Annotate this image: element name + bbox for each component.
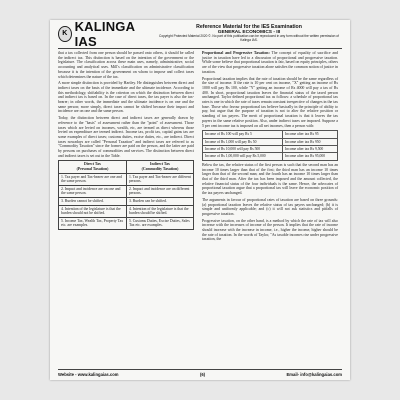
section-heading: Proportional and Progressive Taxation:: [202, 51, 270, 55]
header-info: [156, 24, 342, 43]
table-cell: 1. Tax payer and Tax-bearer are different persons.: [126, 173, 193, 185]
proportional-tax-table: [202, 130, 338, 161]
table-cell: Income after tax Rs 950: [283, 138, 338, 145]
table-cell: Income after tax Rs 9,500: [283, 146, 338, 153]
table-cell: 5. Customs Duties, Excise Duties, Sales Tax etc. are examples.: [126, 217, 193, 229]
paragraph: The arguments in favour of proportional rates of taxation are based on three grounds: (a) proportional taxation leaves the relative status of tax payers unchanged; (b) it is simple and uniformly applicable; and (c) it will not ask statistics and pitfalls of progressive taxation.: [202, 197, 338, 216]
table-header-indirect: Indirect Tax (Commodity Taxation): [126, 161, 193, 173]
paragraph: Proportional taxation implies that the rate of taxation should be the same regardless of the size of income. If the rate is 10 per cent on income, "X" getting an income of Rs 1000 will pay Rs 100, while "Y" getting an income of Rs 4000 will pay a tax of Rs 400. In short, proportional taxation leaves the financial status of the taxed person unchanged. Taylor defined proportional tax as follows: a schedule of proportional tax rates is one in which the rate of taxes remain constant irrespective of changes in the tax base. Those who favour proportional tax believe basically in the principle of ability to pay, but argue that the purpose of taxation is not to alter the relative position or standing of tax payers. The merit of proportional taxation is that it leaves the tax payers in the same relative position. Also, under indirect taxes are imposed. Suppose a 5 per cent income tax is imposed on all net incomes, then a person with:: [202, 76, 338, 128]
table-row: [59, 173, 194, 185]
table-cell: 5. Income Tax, Wealth Tax, Property Tax etc. are examples.: [59, 217, 127, 229]
paragraph: Today, the distinction between direct and indirect taxes are generally drawn by reference to the "basis" of assessment rather than the "point" of assessment. Those taxes which are levied on incomes, wealth, etc, are termed as direct whereas those levied on expenditure are termed indirect. Income tax, profit tax, capital gains tax are some examples of direct taxes; customs duties, excise duties, etc., are indirect. Direct taxes nowadays are called "Personal Taxation" and indirect taxes are referred to as "Commodity Taxation" since the former are paid on the person, and the latter are paid by persons on purchases of commodities and services. The distinction between direct and indirect taxes is set out in the Table.: [58, 116, 194, 158]
document-page: [50, 20, 350, 380]
paragraph: that a tax collected from one person should be passed onto others, it should be called the indirect tax. This distinction is based on the intention of the government or the legislature. The classification across these main uses, namely, administrative, social accounting and analytical uses. Mill's classification on administrative classification because it is the intention of the government on whom to impose and collect taxes which determines the nature of the tax.: [58, 51, 194, 79]
paragraph: A more simple distinction is provided by Hartley. He distinguishes between direct and indirect taxes on the basis of the immediate and the ultimate incidence. According to this methodology, shiftability is the criterion on which the distinction between direct and indirect tax is based on. In the case of direct taxes, the tax payer is also the tax-bearer; in other words, the immediate and the ultimate incidence is on one and the same person; more simply, direct taxes cannot be shifted because their impact and incidence are on one and the same person.: [58, 81, 194, 114]
table-row: [59, 185, 194, 197]
logo-emblem-icon: K: [58, 26, 72, 42]
table-cell: 3. Burden cannot be shifted.: [59, 198, 127, 206]
table-row: [203, 131, 338, 138]
subject-title: GENERAL ECONOMICS - III: [217, 30, 281, 35]
table-cell: Income of Rs 1,000 will pay Rs 50: [203, 138, 283, 145]
table-cell: Income after tax Rs 95: [283, 131, 338, 138]
table-row: [203, 146, 338, 153]
header-divider: [58, 48, 342, 49]
direct-indirect-table: [58, 160, 194, 230]
kalinga-logo: [58, 20, 146, 49]
table-cell: Income after tax Rs 95,000: [283, 153, 338, 160]
right-column: [202, 51, 338, 244]
table-cell: 3. Burden can be shifted.: [126, 198, 193, 206]
table-cell: Income of Rs 100 will pay Rs 5: [203, 131, 283, 138]
copyright-notice: Copyright Protected Material 2020 ©. No part of this publication can be reproduced in any form without the written permission of Kalinga IAS.: [159, 34, 339, 42]
table-cell: 1. Tax payer and Tax-bearer are one and the same person.: [59, 173, 127, 185]
reference-title: Reference Material for the IES Examination: [196, 24, 302, 30]
left-column: [58, 51, 194, 230]
table-header-direct: Direct Tax (Personal Taxation): [59, 161, 127, 173]
table-row: [59, 205, 194, 217]
table-cell: Income of Rs 10,000 will pay Rs 500: [203, 146, 283, 153]
logo-text: KALINGA IAS: [74, 20, 135, 49]
table-cell: 4. Intention of the legislature is that the burden should be shifted.: [126, 205, 193, 217]
table-row: [203, 138, 338, 145]
table-cell: 4. Intention of the legislature is that the burden should not be shifted.: [59, 205, 127, 217]
email-text: Email- info@kalingaias.com: [286, 372, 342, 377]
page-footer: [58, 372, 342, 377]
table-cell: 2. Impact and incidence are on different persons.: [126, 185, 193, 197]
table-row: [203, 153, 338, 160]
table-cell: Income of Rs 1,00,000 will pay Rs 5,000: [203, 153, 283, 160]
website-text: Website - www.kalingaias.com: [58, 372, 119, 377]
table-cell: 2. Impact and incidence are on one and the same person.: [59, 185, 127, 197]
footer-divider: [58, 369, 342, 370]
paragraph: Proportional and Progressive Taxation: The concept of equality of sacrifice and justice in taxation have led to a discussion of proportional and progressive taxation. While some believe that proportional taxation is fair, based on equity principles, others are of the view that progressive taxation alone satisfies the common notion of justice in taxation.: [202, 51, 339, 74]
paragraph: Below the tax, the relative status of the first person is such that the second man has an income 10 times larger than that of the first; the third man has an income 10 times larger than that of the second man; and the fourth has an income 10 times larger than that of the third man. After the tax has been imposed and the amount collected, the relative financial status of the four individuals is the same. Hence, the advocates of proportional taxation argue that a proportional tax will leave the economic position of the tax payers unchanged.: [202, 162, 338, 196]
table-row: [59, 217, 194, 229]
paragraph: Progressive taxation, on the other hand, is a method by which the rate of tax will also increase with the increases of income of the person. It implies that the rate of income should increase with the increase in income, i.e., higher the income, higher should be the rate of taxation. In the words of Taylor, "As taxable incomes rise under progressive taxation, the: [202, 218, 338, 242]
table-row: [59, 198, 194, 206]
page-number: (6): [199, 372, 206, 377]
